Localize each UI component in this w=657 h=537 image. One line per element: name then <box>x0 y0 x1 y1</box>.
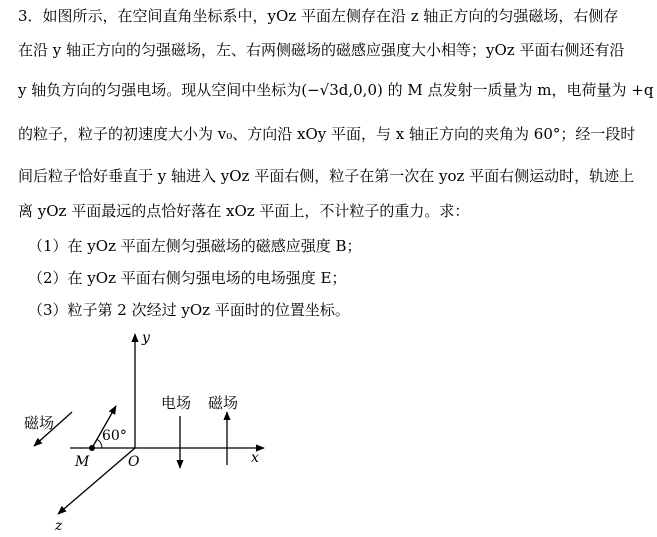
problem-line-2: 在沿 y 轴正方向的匀强磁场，左、右两侧磁场的磁感应强度大小相等；yOz 平面右侧还有沿 <box>18 41 625 59</box>
problem-line-6: 离 yOz 平面最远的点恰好落在 xOz 平面上，不计粒子的重力。求： <box>18 202 470 220</box>
right-magnetic-field-label: 磁场 <box>208 394 239 412</box>
z-axis-label: z <box>55 518 63 534</box>
origin-label: O <box>128 454 140 470</box>
x-axis-label: x <box>251 450 259 466</box>
problem-line-5: 间后粒子恰好垂直于 y 轴进入 yOz 平面右侧，粒子在第一次在 yoz 平面右侧运动时，轨迹上 <box>18 167 635 185</box>
angle-label: 60° <box>102 428 127 444</box>
left-magnetic-field-label: 磁场 <box>24 414 55 432</box>
problem-line-4: 的粒子，粒子的初速度大小为 v₀、方向沿 xOy 平面，与 x 轴正方向的夹角为 60°；经一段时 <box>18 125 636 143</box>
y-axis-label: y <box>142 330 150 346</box>
question-3: （3）粒子第 2 次经过 yOz 平面时的位置坐标。 <box>28 301 350 319</box>
coordinate-figure <box>20 330 280 535</box>
problem-line-3: y 轴负方向的匀强电场。现从空间中坐标为(−√3d,0,0) 的 M 点发射一质量为 m，电荷量为 +q <box>18 81 654 99</box>
question-1: （1）在 yOz 平面左侧匀强磁场的磁感应强度 B； <box>28 237 362 255</box>
electric-field-label: 电场 <box>161 394 192 412</box>
question-2: （2）在 yOz 平面右侧匀强电场的电场强度 E； <box>28 269 347 287</box>
point-m-label: M <box>75 454 90 470</box>
problem-line-1: 3．如图所示，在空间直角坐标系中，yOz 平面左侧存在沿 z 轴正方向的匀强磁场，右侧存 <box>18 7 619 25</box>
z-axis <box>58 448 135 514</box>
